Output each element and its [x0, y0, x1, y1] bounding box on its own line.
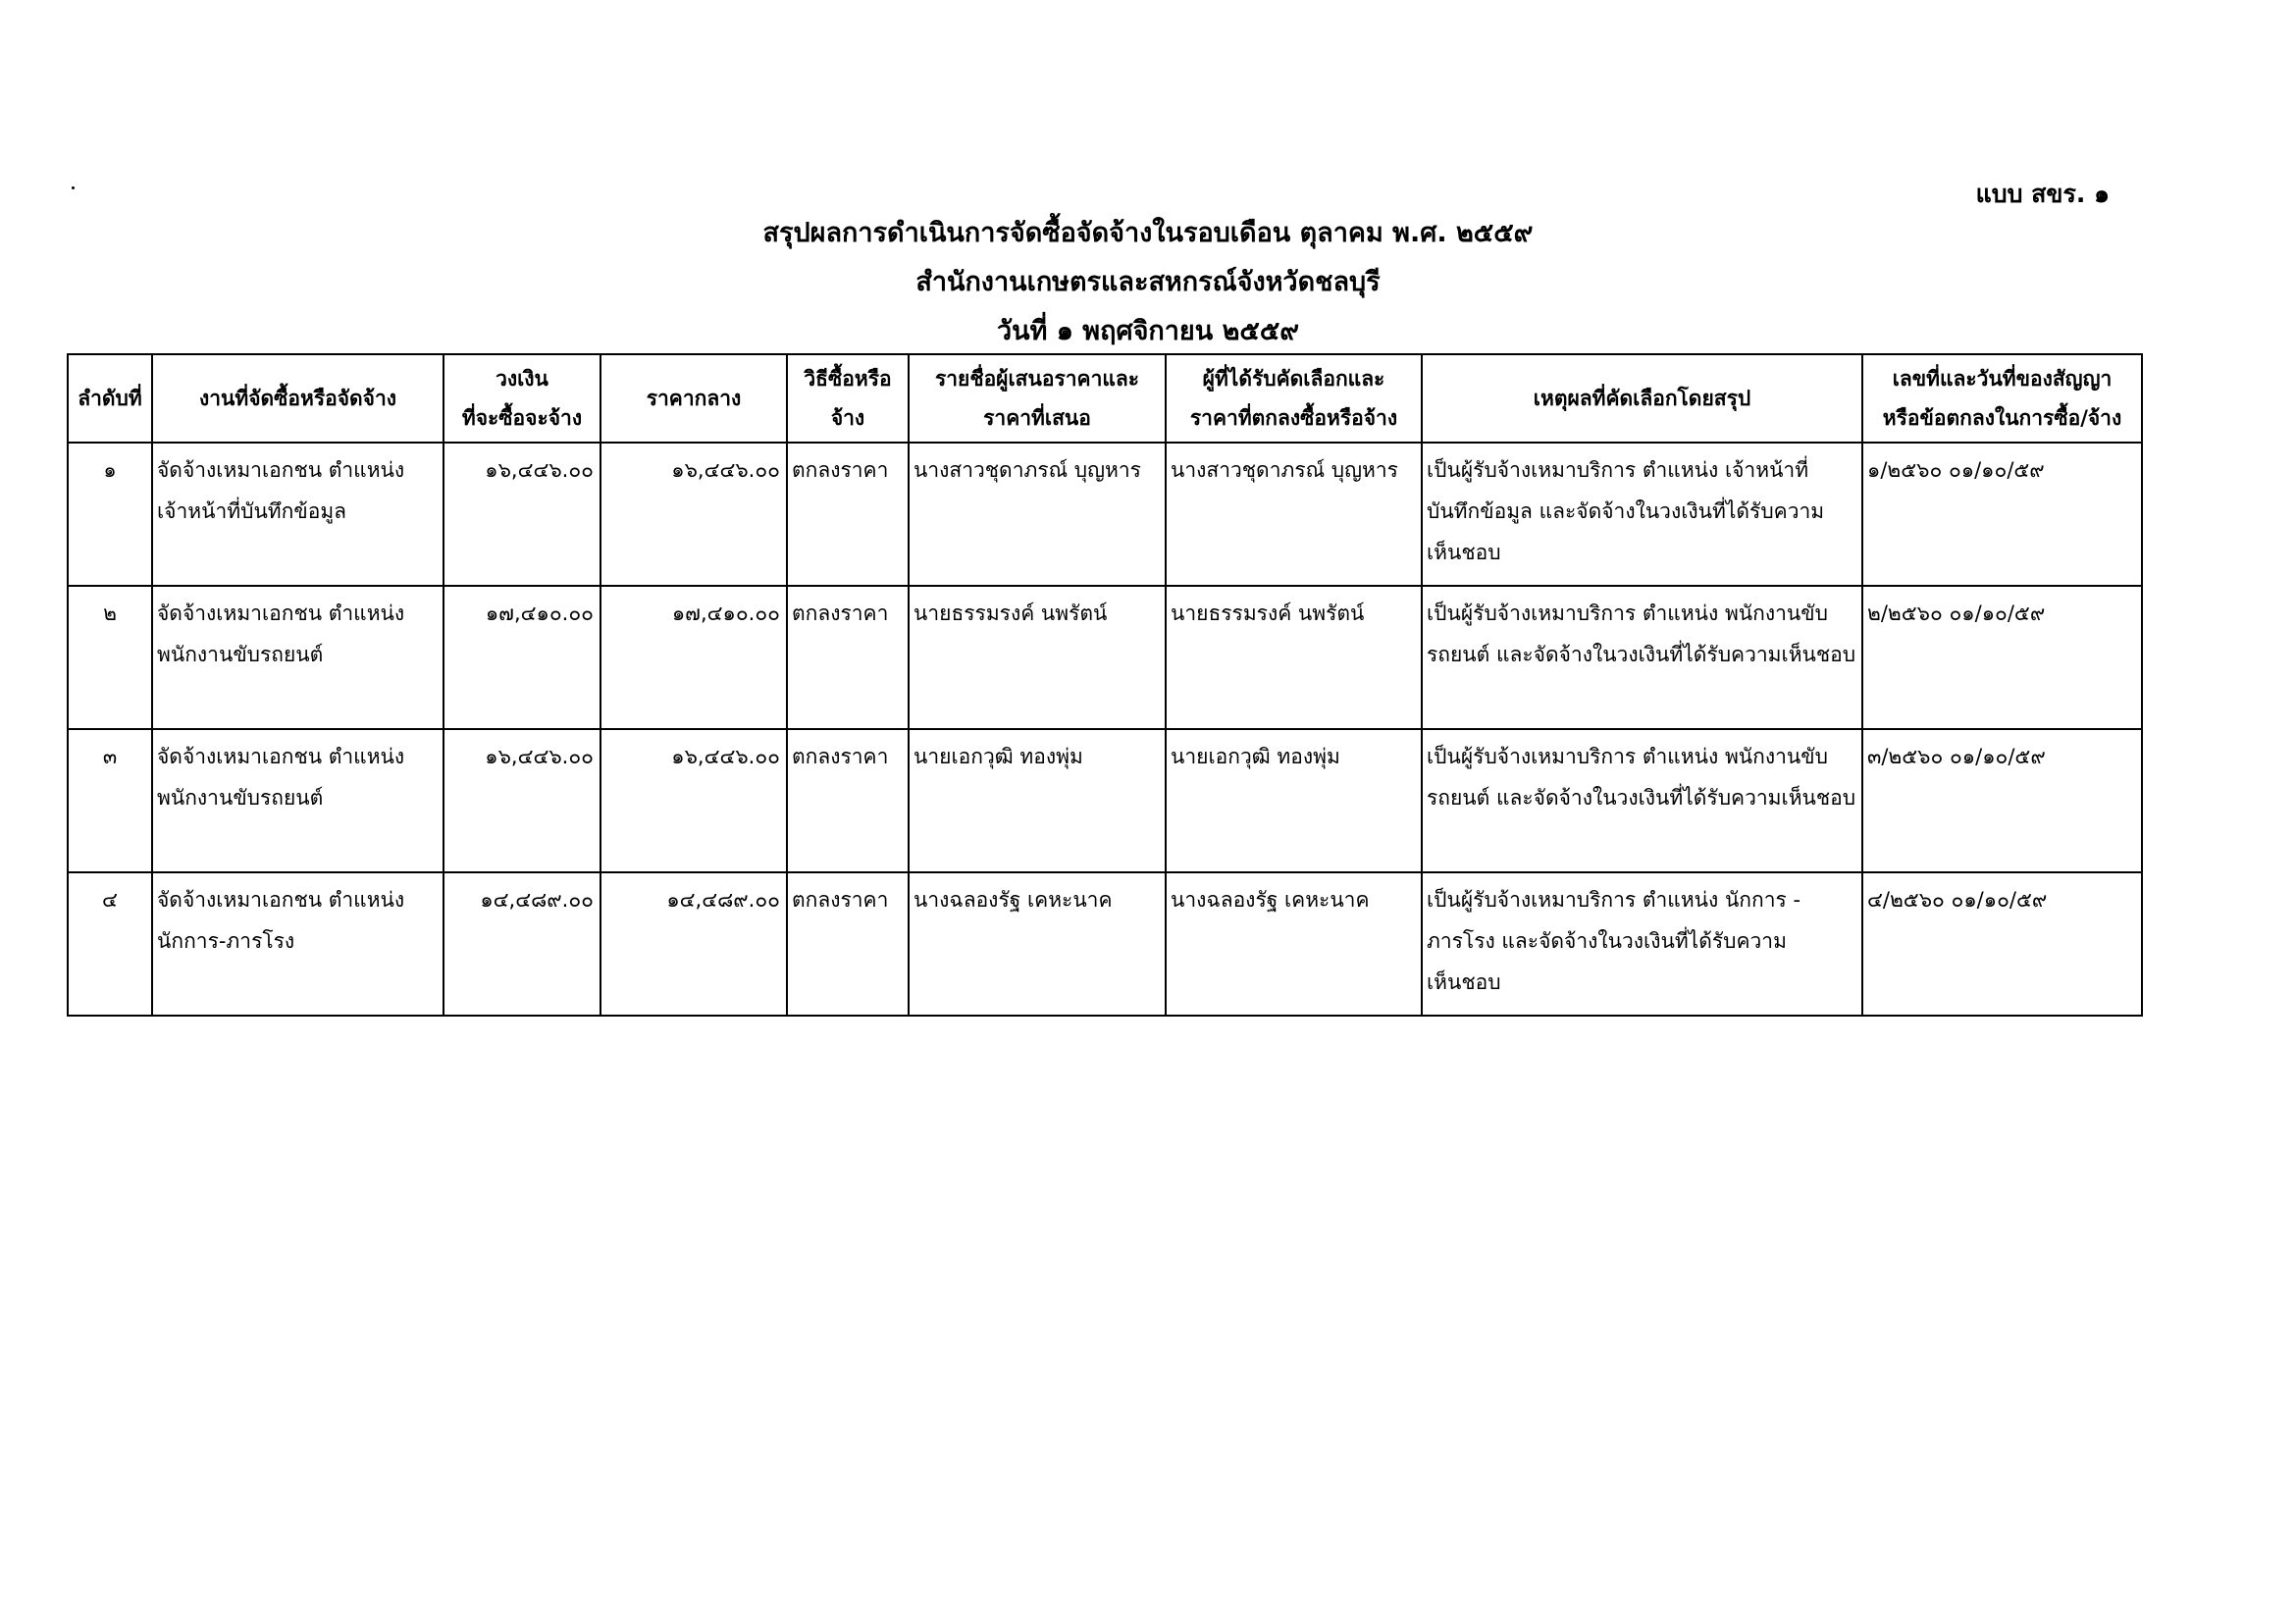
contract-number: ๒/๒๕๖๐ ๐๑/๑๐/๕๙: [1862, 586, 2142, 729]
budget-amount: ๑๖,๔๔๖.๐๐: [444, 729, 600, 872]
job-description: จัดจ้างเหมาเอกชน ตำแหน่ง พนักงานขับรถยนต์: [152, 586, 444, 729]
header-reason: เหตุผลที่คัดเลือกโดยสรุป: [1422, 354, 1862, 443]
procurement-method: ตกลงราคา: [787, 729, 909, 872]
row-number: ๑: [68, 443, 152, 586]
header-contract: เลขที่และวันที่ของสัญญา หรือข้อตกลงในการซื้อ/จ้าง: [1862, 354, 2142, 443]
header-method: วิธีซื้อหรือ จ้าง: [787, 354, 909, 443]
form-code: แบบ สขร. ๑: [1975, 180, 2110, 208]
header-bidders: รายชื่อผู้เสนอราคาและ ราคาที่เสนอ: [909, 354, 1166, 443]
row-number: ๒: [68, 586, 152, 729]
job-description: จัดจ้างเหมาเอกชน ตำแหน่ง เจ้าหน้าที่บันทึกข้อมูล: [152, 443, 444, 586]
table-row: [68, 729, 2142, 872]
row-number: ๔: [68, 872, 152, 1016]
table-row: [68, 872, 2142, 1016]
document-title: สรุปผลการดำเนินการจัดซื้อจัดจ้างในรอบเดือน ตุลาคม พ.ศ. ๒๕๕๙: [762, 218, 1534, 248]
contract-number: ๔/๒๕๖๐ ๐๑/๑๐/๕๙: [1862, 872, 2142, 1016]
selection-reason: เป็นผู้รับจ้างเหมาบริการ ตำแหน่ง เจ้าหน้าที่ บันทึกข้อมูล และจัดจ้างในวงเงินที่ได้รับความ เห็นชอบ: [1422, 443, 1862, 586]
selection-reason: เป็นผู้รับจ้างเหมาบริการ ตำแหน่ง นักการ - ภารโรง และจัดจ้างในวงเงินที่ได้รับความ เห็นชอบ: [1422, 872, 1862, 1016]
bidder-name: นางสาวชุดาภรณ์ บุญหาร: [909, 443, 1166, 586]
bidder-name: นายเอกวุฒิ ทองพุ่ม: [909, 729, 1166, 872]
job-description: จัดจ้างเหมาเอกชน ตำแหน่ง นักการ-ภารโรง: [152, 872, 444, 1016]
procurement-method: ตกลงราคา: [787, 872, 909, 1016]
stray-dot: [72, 186, 75, 189]
contract-number: ๑/๒๕๖๐ ๐๑/๑๐/๕๙: [1862, 443, 2142, 586]
contract-number: ๓/๒๕๖๐ ๐๑/๑๐/๕๙: [1862, 729, 2142, 872]
median-price: ๑๔,๔๘๙.๐๐: [600, 872, 787, 1016]
budget-amount: ๑๗,๔๑๐.๐๐: [444, 586, 600, 729]
procurement-method: ตกลงราคา: [787, 443, 909, 586]
selection-reason: เป็นผู้รับจ้างเหมาบริการ ตำแหน่ง พนักงานขับ รถยนต์ และจัดจ้างในวงเงินที่ได้รับความเห็นชอบ: [1422, 729, 1862, 872]
median-price: ๑๗,๔๑๐.๐๐: [600, 586, 787, 729]
bidder-name: นางฉลองรัฐ เคหะนาค: [909, 872, 1166, 1016]
office-name: สำนักงานเกษตรและสหกรณ์จังหวัดชลบุรี: [915, 267, 1381, 297]
budget-amount: ๑๔,๔๘๙.๐๐: [444, 872, 600, 1016]
header-row: [68, 354, 2142, 443]
header-selected: ผู้ที่ได้รับคัดเลือกและ ราคาที่ตกลงซื้อหรือจ้าง: [1166, 354, 1422, 443]
budget-amount: ๑๖,๔๔๖.๐๐: [444, 443, 600, 586]
selection-reason: เป็นผู้รับจ้างเหมาบริการ ตำแหน่ง พนักงานขับ รถยนต์ และจัดจ้างในวงเงินที่ได้รับความเห็นชอบ: [1422, 586, 1862, 729]
header-budget: วงเงิน ที่จะซื้อจะจ้าง: [444, 354, 600, 443]
selected-name: นางฉลองรัฐ เคหะนาค: [1166, 872, 1422, 1016]
table-row: [68, 586, 2142, 729]
selected-name: นางสาวชุดาภรณ์ บุญหาร: [1166, 443, 1422, 586]
median-price: ๑๖,๔๔๖.๐๐: [600, 443, 787, 586]
job-description: จัดจ้างเหมาเอกชน ตำแหน่ง พนักงานขับรถยนต์: [152, 729, 444, 872]
median-price: ๑๖,๔๔๖.๐๐: [600, 729, 787, 872]
header-no: ลำดับที่: [68, 354, 152, 443]
table-row: [68, 443, 2142, 586]
selected-name: นายเอกวุฒิ ทองพุ่ม: [1166, 729, 1422, 872]
header-job: งานที่จัดซื้อหรือจัดจ้าง: [152, 354, 444, 443]
row-number: ๓: [68, 729, 152, 872]
bidder-name: นายธรรมรงค์ นพรัตน์: [909, 586, 1166, 729]
procurement-method: ตกลงราคา: [787, 586, 909, 729]
header-median-price: ราคากลาง: [600, 354, 787, 443]
procurement-table: [67, 353, 2143, 1017]
selected-name: นายธรรมรงค์ นพรัตน์: [1166, 586, 1422, 729]
document-date: วันที่ ๑ พฤศจิกายน ๒๕๕๙: [996, 316, 1300, 346]
